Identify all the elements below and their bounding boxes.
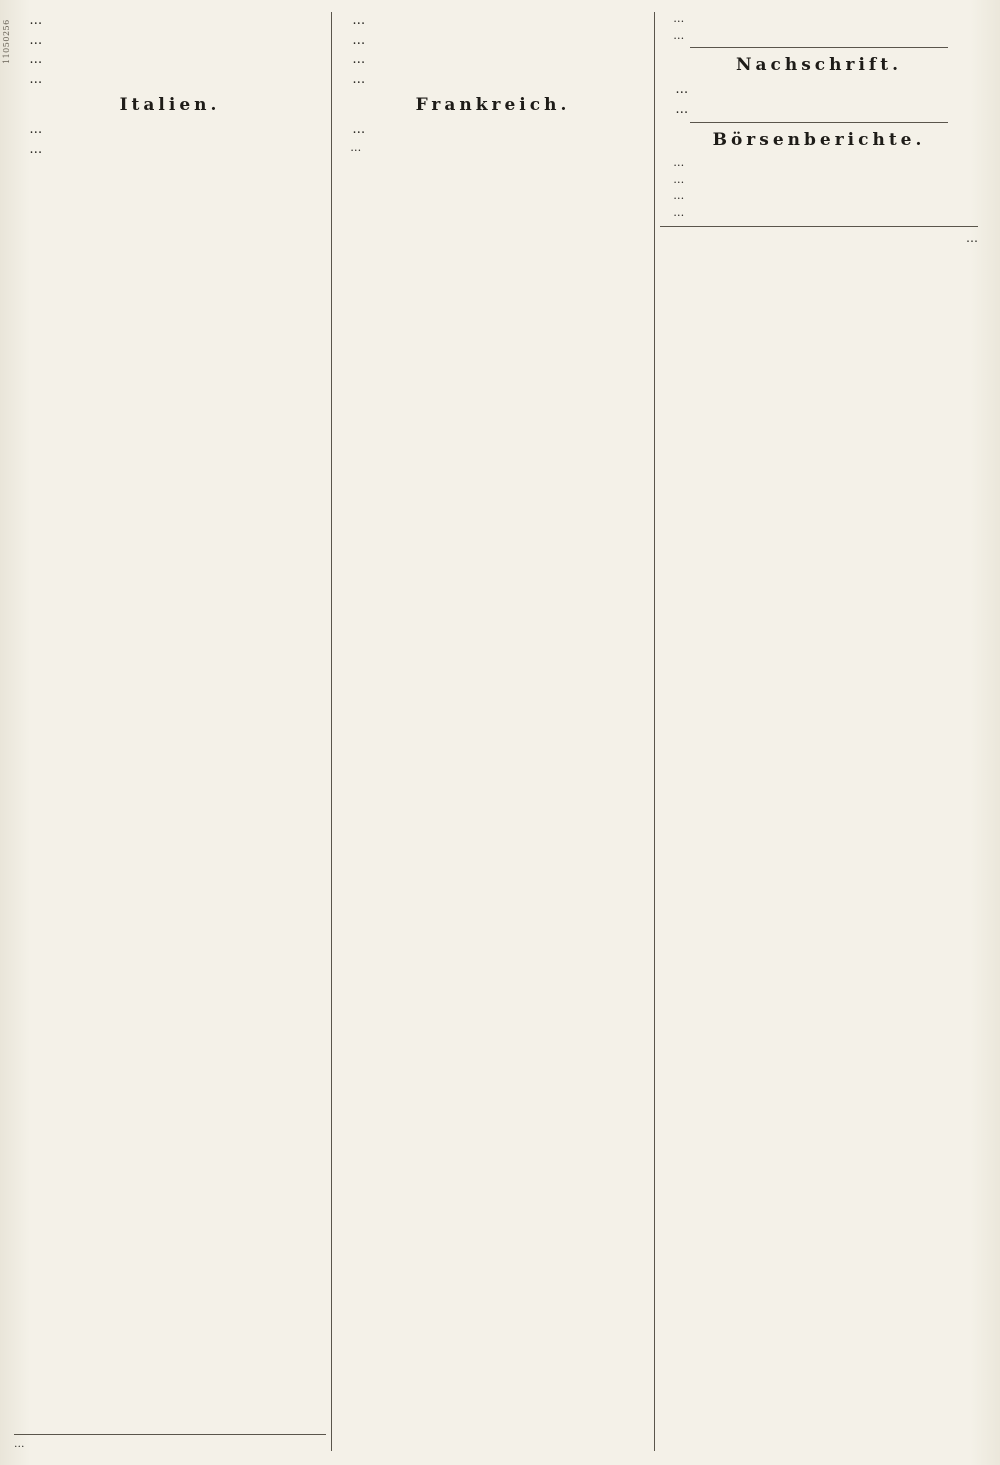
article-paragraph: … (29, 32, 43, 48)
section-heading-italien: Italien. (119, 95, 221, 115)
column-divider (331, 12, 332, 1451)
page-edge-id: 11050256 (2, 19, 11, 64)
editor-signature: … (660, 226, 978, 248)
column-2 (337, 12, 649, 1451)
article-paragraph: … (673, 28, 685, 42)
article-paragraph: … (352, 32, 366, 48)
article-paragraph: … (675, 82, 689, 97)
article-paragraph: … (350, 140, 362, 154)
article-paragraph: … (29, 71, 43, 87)
article-paragraph: … (673, 156, 685, 169)
article-paragraph: … (675, 101, 689, 117)
column-3 (660, 12, 978, 1451)
article-paragraph: … (29, 122, 43, 137)
article-paragraph: … (352, 122, 366, 137)
footnote: … (14, 1434, 326, 1452)
article-paragraph: … (29, 52, 43, 67)
article-paragraph: … (352, 52, 366, 67)
article-paragraph: … (673, 205, 685, 219)
article-paragraph: … (29, 13, 43, 28)
section-divider (690, 47, 948, 48)
article-paragraph: … (352, 13, 366, 28)
section-heading-frankreich: Frankreich. (415, 95, 571, 115)
column-1 (14, 12, 326, 1451)
article-paragraph: … (673, 12, 685, 25)
section-heading-boersenberichte: Börsenberichte. (712, 130, 926, 150)
article-paragraph: … (673, 189, 685, 202)
section-heading-nachschrift: Nachschrift. (735, 55, 903, 75)
article-paragraph: … (29, 141, 43, 157)
column-divider (654, 12, 655, 1451)
article-paragraph: … (352, 71, 366, 87)
section-divider (690, 122, 948, 123)
article-paragraph: … (673, 172, 685, 186)
